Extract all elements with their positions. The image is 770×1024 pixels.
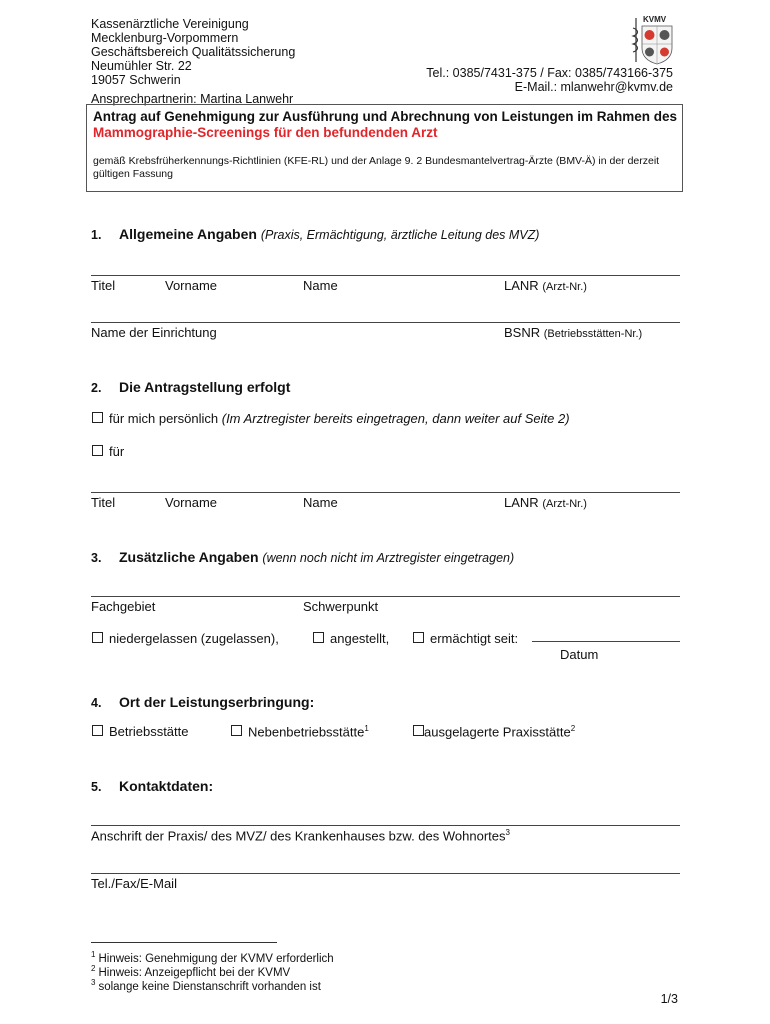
label-einrichtung: Name der Einrichtung: [91, 325, 217, 340]
option-nebenbetriebsstaette[interactable]: [231, 724, 369, 739]
rule-anschrift[interactable]: [91, 825, 680, 826]
checkbox-for[interactable]: [92, 445, 103, 456]
org-line: Geschäftsbereich Qualitätssicherung: [91, 45, 296, 59]
option-personal-label: für mich persönlich: [109, 411, 219, 426]
section-5-heading: [91, 778, 213, 794]
rule-doctor-1[interactable]: [91, 275, 680, 276]
checkbox-ermaechtigt[interactable]: [413, 632, 424, 643]
rule-fachgebiet[interactable]: [91, 596, 680, 597]
footnote-number: 3: [91, 978, 96, 987]
kvmv-logo: [630, 14, 674, 66]
lanr-text: LANR: [504, 278, 539, 293]
label-lanr: [504, 278, 587, 293]
label-tel: Tel./Fax/E-Mail: [91, 876, 177, 891]
option-ermaechtigt-label: ermächtigt seit:: [430, 631, 519, 646]
footnote-ref: 2: [570, 724, 576, 733]
section-number: 5.: [91, 780, 102, 794]
form-subtitle: gemäß Krebsfrüherkennungs-Richtlinien (KFE-RL) und der Anlage 9. 2 Bundesmantelvertrag-Ärzte (BMV-Ä) in der derzeit gültigen Fassung: [93, 155, 660, 180]
section-2-heading: [91, 379, 290, 395]
footnote-text: solange keine Dienstanschrift vorhanden ist: [98, 980, 321, 993]
lanr-text: LANR: [504, 495, 539, 510]
label-datum: Datum: [560, 647, 599, 662]
footnote-3: [91, 976, 321, 994]
section-note: (wenn noch nicht im Arztregister eingetragen): [262, 551, 515, 565]
org-line: 19057 Schwerin: [91, 73, 181, 87]
option-for[interactable]: [92, 444, 124, 459]
rule-einrichtung[interactable]: [91, 322, 680, 323]
option-angestellt[interactable]: [313, 631, 389, 646]
option-niedergelassen-label: niedergelassen (zugelassen),: [109, 631, 279, 646]
checkbox-personal[interactable]: [92, 412, 103, 423]
checkbox-ausgelagert[interactable]: [413, 725, 424, 736]
option-niedergelassen[interactable]: [92, 631, 279, 646]
option-for-label: für: [109, 444, 125, 459]
option-ausgelagert[interactable]: [413, 724, 575, 739]
lanr-note: (Arzt-Nr.): [542, 281, 587, 293]
footnote-ref: 1: [364, 724, 369, 733]
section-1-heading: [91, 226, 539, 242]
anschrift-text: Anschrift der Praxis/ des MVZ/ des Krankenhauses bzw. des Wohnortes: [91, 828, 506, 844]
section-note: (Praxis, Ermächtigung, ärztliche Leitung des MVZ): [260, 228, 540, 242]
label-titel-2: Titel: [91, 495, 116, 510]
org-line: Kassenärztliche Vereinigung: [91, 17, 249, 31]
label-bsnr: [504, 325, 642, 340]
checkbox-angestellt[interactable]: [313, 632, 324, 643]
label-name: Name: [303, 278, 338, 293]
rule-datum[interactable]: [532, 641, 680, 642]
contact-person: Ansprechpartnerin: Martina Lanwehr: [91, 92, 294, 106]
label-anschrift: [91, 828, 510, 843]
option-ermaechtigt[interactable]: [413, 631, 518, 646]
footnote-number: 2: [91, 964, 96, 973]
form-title: [93, 109, 678, 141]
logo-text: KVMV: [643, 15, 667, 24]
section-number: 3.: [91, 551, 102, 565]
rule-doctor-2[interactable]: [91, 492, 680, 493]
bsnr-note: (Betriebsstätten-Nr.): [543, 328, 643, 340]
label-fachgebiet: Fachgebiet: [91, 599, 156, 614]
label-schwerpunkt: Schwerpunkt: [303, 599, 379, 614]
section-title: Kontaktdaten:: [119, 778, 214, 794]
label-lanr-2: [504, 495, 587, 510]
org-line: Neumühler Str. 22: [91, 59, 192, 73]
section-3-heading: [91, 549, 514, 565]
option-angestellt-label: angestellt,: [330, 631, 390, 646]
rule-tel[interactable]: [91, 873, 680, 874]
checkbox-niedergelassen[interactable]: [92, 632, 103, 643]
contact-details: [426, 66, 673, 94]
sender-address: [91, 17, 295, 87]
form-title-highlight: Mammographie-Screenings für den befundenden Arzt: [93, 125, 438, 140]
bsnr-text: BSNR: [504, 325, 541, 340]
option-betriebsstaette[interactable]: [92, 724, 189, 739]
checkbox-betriebsstaette[interactable]: [92, 725, 103, 736]
footnote-separator: [91, 942, 277, 943]
checkbox-nebenbetriebsstaette[interactable]: [231, 725, 242, 736]
option-personal[interactable]: [92, 411, 570, 426]
phone-fax: Tel.: 0385/7431-375 / Fax: 0385/743166-375: [426, 66, 673, 80]
section-title: Ort der Leistungserbringung:: [119, 694, 315, 710]
label-vorname-2: Vorname: [165, 495, 218, 510]
email: E-Mail.: mlanwehr@kvmv.de: [514, 80, 673, 94]
form-title-text: Antrag auf Genehmigung zur Ausführung und Abrechnung von Leistungen im Rahmen des: [93, 109, 678, 124]
footnote-number: 1: [91, 950, 96, 959]
footnote-text: Hinweis: Genehmigung der KVMV erforderlich: [98, 952, 334, 965]
section-number: 2.: [91, 381, 102, 395]
footnote-text: Hinweis: Anzeigepflicht bei der KVMV: [98, 966, 291, 979]
section-4-heading: [91, 694, 314, 710]
section-title: Zusätzliche Angaben: [119, 549, 259, 565]
lanr-note: (Arzt-Nr.): [542, 498, 587, 510]
footnote-ref: 3: [505, 828, 510, 837]
label-titel: Titel: [91, 278, 116, 293]
section-number: 1.: [91, 228, 102, 242]
label-name-2: Name: [303, 495, 338, 510]
option-ausgelagert-label: ausgelagerte Praxisstätte: [424, 724, 571, 740]
org-line: Mecklenburg-Vorpommern: [91, 31, 239, 45]
option-personal-note: (Im Arztregister bereits eingetragen, dann weiter auf Seite 2): [221, 411, 570, 426]
option-nebenbetriebsstaette-label: Nebenbetriebsstätte: [248, 724, 365, 740]
option-betriebsstaette-label: Betriebsstätte: [109, 724, 189, 739]
page-number: 1/3: [660, 992, 678, 1006]
section-title: Allgemeine Angaben: [119, 226, 257, 242]
label-vorname: Vorname: [165, 278, 218, 293]
title-box: [86, 104, 683, 192]
section-title: Die Antragstellung erfolgt: [119, 379, 291, 395]
section-number: 4.: [91, 696, 102, 710]
